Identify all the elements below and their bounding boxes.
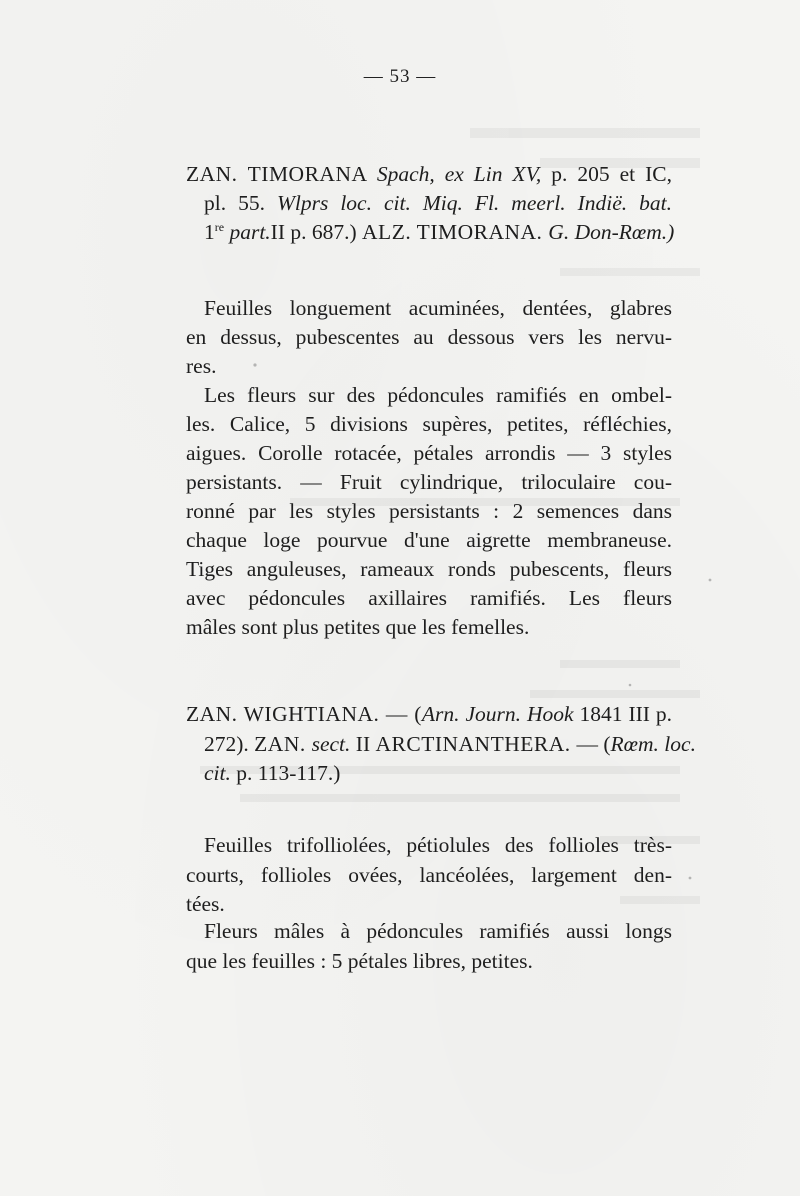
taxon-name: ZAN. WIGHTIANA. — ( xyxy=(186,702,422,726)
text-line: mâles sont plus petites que les femelles. xyxy=(186,615,530,639)
synonym-author: G. Don-Rœm.) xyxy=(548,220,675,244)
part-page: II p. 687.) xyxy=(270,220,363,244)
text-line: Tiges anguleuses, rameaux ronds pubescents, fleurs xyxy=(186,557,672,581)
text-line: ronné par les styles persistants : 2 semences dans xyxy=(186,499,672,523)
page-range: p. 113-117.) xyxy=(230,761,341,785)
citation-line-1 xyxy=(186,160,672,188)
text-line: que les feuilles : 5 pétales libres, petites. xyxy=(186,949,533,973)
year-ref: 1841 III p. xyxy=(573,702,672,726)
text-line: aigues. Corolle rotacée, pétales arrondis — 3 styles xyxy=(186,441,672,465)
citation-line-3 xyxy=(204,218,674,246)
literature-ref: Wlprs loc. cit. Miq. Fl. meerl. Indië. bat. xyxy=(276,191,672,215)
cit-label: cit. xyxy=(204,761,231,785)
citation-line-2 xyxy=(204,189,672,217)
section-number: II xyxy=(350,732,376,756)
plate-ref: pl. 55. xyxy=(204,191,277,215)
author-ref: Spach, ex Lin XV, xyxy=(376,162,542,186)
text-line: Fleurs mâles à pédoncules ramifiés aussi longs xyxy=(204,919,672,943)
edition-suffix: re xyxy=(214,219,225,234)
citation-line-3 xyxy=(204,759,340,787)
text-line: Les fleurs sur des pédoncules ramifiés en ombel- xyxy=(204,383,672,407)
journal-ref: Arn. Journ. Hook xyxy=(421,702,574,726)
part-label: part. xyxy=(224,220,271,244)
text-line: avec pédoncules axillaires ramifiés. Les fleurs xyxy=(186,586,672,610)
page-number: — 53 — xyxy=(363,66,437,87)
text-line: res. xyxy=(186,354,217,378)
section-label: sect. xyxy=(311,732,351,756)
page-ref: p. 205 et IC, xyxy=(541,162,672,186)
dash: — ( xyxy=(576,732,611,756)
page-ref: 272). xyxy=(204,732,255,756)
text-line: Feuilles trifolliolées, pétiolules des follioles très- xyxy=(204,833,672,857)
text-line: courts, follioles ovées, lancéolées, largement den- xyxy=(186,863,672,887)
text-line: Feuilles longuement acuminées, dentées, glabres xyxy=(204,296,672,320)
text-line: les. Calice, 5 divisions supères, petites, réfléchies, xyxy=(186,412,672,436)
citation-line-2 xyxy=(204,730,696,758)
citation-line-1 xyxy=(186,700,672,728)
text-line: en dessus, pubescentes au dessous vers les nervu- xyxy=(186,325,672,349)
text-line: chaque loge pourvue d'une aigrette membraneuse. xyxy=(186,528,672,552)
author-ref: Rœm. loc. xyxy=(610,732,696,756)
text-line: persistants. — Fruit cylindrique, triloculaire cou- xyxy=(186,470,672,494)
section-name: ARCTINANTHERA. xyxy=(375,732,577,756)
taxon-name: ZAN. TIMORANA xyxy=(186,162,377,186)
genus-abbrev: ZAN. xyxy=(254,732,312,756)
text-line: tées. xyxy=(186,892,225,916)
edition-number: 1 xyxy=(204,220,215,244)
synonym-name: ALZ. TIMORANA. xyxy=(362,220,549,244)
